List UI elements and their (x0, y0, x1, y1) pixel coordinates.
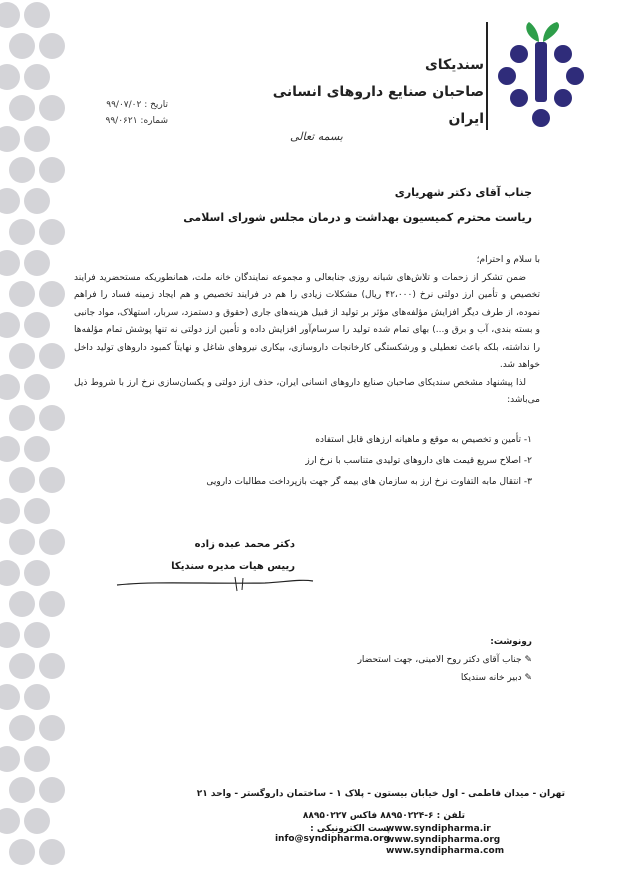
decorative-dot (24, 808, 50, 834)
address: تهران - میدان فاطمی - اول خیابان بیستون - پلاک ۱ - ساختمان داروگستر - واحد ۲۱ (196, 789, 565, 799)
decorative-dot (24, 436, 50, 462)
decorative-dot (0, 250, 20, 276)
decorative-dot (39, 157, 65, 183)
email-line (195, 824, 390, 844)
cc-item: ✎ دبیر خانه سندیکا (460, 673, 532, 683)
email-label: پست الکترونیکی : (310, 824, 390, 834)
decorative-dot (9, 653, 35, 679)
decorative-dot (24, 374, 50, 400)
website-link[interactable]: www.syndipharma.ir (386, 824, 491, 834)
decorative-dot (24, 250, 50, 276)
decorative-dot (9, 591, 35, 617)
decorative-dot (0, 808, 20, 834)
paragraph-2: لذا پیشنهاد مشخص سندیکای صاحبان صنایع داروهای انسانی ایران، حذف ارز دولتی و یکسان‌سازی نرخ ارز با شروط ذیل می‌باشد: (74, 377, 540, 405)
decorative-dot (0, 498, 20, 524)
decorative-dot (39, 591, 65, 617)
number-label: شماره: ۹۹/۰۶۲۱ (105, 116, 168, 126)
decorative-dot (0, 746, 20, 772)
decorative-dot (24, 684, 50, 710)
condition-item: ۳- انتقال مابه التفاوت نرخ ارز به سازمان های بیمه گر جهت بازپرداخت مطالبات دارویی (206, 477, 532, 487)
condition-item: ۲- اصلاح سریع قیمت های داروهای تولیدی متناسب با نرخ ارز (305, 456, 532, 466)
paragraph-1: ضمن تشکر از زحمات و تلاش‌های شبانه روزی جنابعالی و مجموعه نمایندگان خانه ملت، همانطوریکه مستحضرید فرایند تخصیص و تأمین ارز دولتی نرخ (۴۲،۰۰۰ ریال) مشکلات زیادی را هم در فرایند تخصیص و هم ایجاد زمینه فساد را فراهم نموده، از طرف دیگر افزایش مؤلفه‌های مؤثر بر تولید از قبیل هزینه‌های جاری (حقوق و دستمزد، سربار، استهلاک، مواد جانبی و بسته بندی، آب و برق و...) بهای تمام شده تولید را سرسام‌آور افزایش داده و تأمین ارز دولتی نه تنها پوشش تمام مؤلفه‌ها را نداشته، بلکه باعث تعطیلی و ورشکستگی کارخانجات داروسازی، بیکاری نیروهای شاغل و نهایتاً کمبود داروهای تولید داخل خواهد شد. (74, 272, 540, 370)
decorative-dot (39, 219, 65, 245)
decorative-dot (0, 622, 20, 648)
decorative-dot (0, 2, 20, 28)
decorative-dot (24, 64, 50, 90)
condition-item: ۱- تأمین و تخصیص به موقع و ماهیانه ارزهای قابل استفاده (315, 435, 532, 445)
addressee-name: جناب آقای دکتر شهریاری (394, 186, 532, 199)
decorative-dot (9, 529, 35, 555)
signer-title: رییس هیات مدیره سندیکا (171, 561, 295, 572)
conditions-list (206, 430, 532, 493)
decorative-dot (0, 684, 20, 710)
signature-block (150, 534, 295, 578)
decorative-dot (0, 64, 20, 90)
decorative-dot (24, 622, 50, 648)
decorative-dot (9, 343, 35, 369)
org-line-2: صاحبان صنایع داروهای انسانی (272, 84, 484, 100)
cc-title: رونوشت: (490, 637, 532, 647)
decorative-dot (9, 839, 35, 865)
decorative-dot (9, 219, 35, 245)
decorative-dot (39, 529, 65, 555)
decorative-dot (24, 188, 50, 214)
addressee-title: ریاست محترم کمیسیون بهداشت و درمان مجلس شورای اسلامی (183, 211, 532, 224)
org-line-1: سندیکای (424, 57, 484, 73)
decorative-dot (24, 312, 50, 338)
website-link[interactable]: www.syndipharma.org (386, 835, 501, 845)
decorative-dot (39, 343, 65, 369)
org-line-3: ایران (448, 111, 484, 127)
decorative-dot (0, 374, 20, 400)
footer-address (190, 786, 565, 824)
decorative-dot (24, 746, 50, 772)
decorative-dot (9, 405, 35, 431)
organization-name (273, 52, 484, 133)
decorative-dot (24, 126, 50, 152)
website-link[interactable]: www.syndipharma.com (386, 846, 505, 856)
signer-name: دکتر محمد عبده زاده (194, 539, 295, 550)
decorative-dot (9, 467, 35, 493)
decorative-dot (9, 281, 35, 307)
decorative-dot (24, 560, 50, 586)
reference-block (88, 97, 168, 129)
decorative-dot (9, 33, 35, 59)
phone: تلفن : ۶-۸۸۹۵۰۲۲۴ فاکس ۸۸۹۵۰۲۲۷ (302, 811, 465, 821)
websites (386, 824, 504, 857)
decorative-dot (39, 653, 65, 679)
decorative-dot (0, 312, 20, 338)
email-link[interactable]: info@syndipharma.org (274, 834, 390, 844)
decorative-dot (39, 715, 65, 741)
decorative-dot (0, 188, 20, 214)
cc-block (358, 633, 532, 687)
decorative-dot (0, 436, 20, 462)
letter-body (74, 252, 540, 410)
decorative-dot (39, 281, 65, 307)
decorative-dot (39, 405, 65, 431)
decorative-dot (0, 560, 20, 586)
decorative-dot (39, 839, 65, 865)
leaf-right-icon (543, 22, 559, 42)
decorative-dot (9, 777, 35, 803)
greeting: با سلام و احترام؛ (476, 255, 540, 265)
addressee (183, 180, 532, 230)
decorative-dot (9, 715, 35, 741)
decorative-dot (9, 157, 35, 183)
cc-item: ✎ جناب آقای دکتر روح الامینی، جهت استحضار (357, 655, 532, 665)
letterhead-divider (486, 22, 488, 130)
decorative-dot (24, 498, 50, 524)
decorative-dot (9, 95, 35, 121)
decorative-dot (0, 126, 20, 152)
decorative-dot (39, 777, 65, 803)
decorative-dot (39, 467, 65, 493)
leaf-left-icon (526, 22, 539, 42)
decorative-dot (39, 33, 65, 59)
syndicate-logo (497, 20, 587, 130)
bismillah: بسمه تعالی (290, 130, 343, 143)
date-label: تاریخ : ۹۹/۰۷/۰۲ (106, 100, 168, 110)
handwritten-signature (115, 575, 315, 595)
decorative-dot (39, 95, 65, 121)
decorative-dot (24, 2, 50, 28)
